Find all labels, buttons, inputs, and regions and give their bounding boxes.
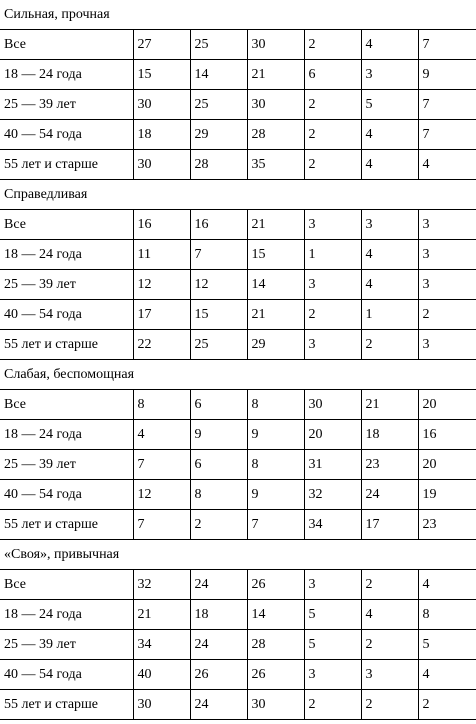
section-header-row [0,360,476,390]
value-cell: 4 [418,150,476,180]
row-label: 25 — 39 лет [0,450,133,480]
value-cell: 20 [418,450,476,480]
table-row [0,480,476,510]
value-cell: 4 [361,240,418,270]
value-cell: 34 [133,630,190,660]
value-cell: 4 [361,270,418,300]
value-cell: 2 [304,150,361,180]
value-cell: 2 [361,690,418,720]
value-cell: 20 [418,390,476,420]
value-cell: 2 [361,330,418,360]
value-cell: 5 [418,630,476,660]
table-row [0,150,476,180]
value-cell: 5 [304,600,361,630]
table-row [0,660,476,690]
value-cell: 3 [361,210,418,240]
value-cell: 4 [361,150,418,180]
row-label: Все [0,390,133,420]
table-row [0,240,476,270]
row-label: Все [0,570,133,600]
value-cell: 11 [133,240,190,270]
value-cell: 3 [304,210,361,240]
value-cell: 5 [304,630,361,660]
value-cell: 3 [418,210,476,240]
value-cell: 2 [304,120,361,150]
value-cell: 2 [418,300,476,330]
value-cell: 15 [247,240,304,270]
row-label: 40 — 54 года [0,300,133,330]
value-cell: 21 [247,300,304,330]
value-cell: 25 [190,330,247,360]
value-cell: 8 [190,480,247,510]
value-cell: 18 [133,120,190,150]
value-cell: 6 [190,390,247,420]
value-cell: 7 [418,30,476,60]
table-row [0,300,476,330]
value-cell: 29 [190,120,247,150]
section-header-row [0,540,476,570]
value-cell: 30 [133,150,190,180]
row-label: 55 лет и старше [0,150,133,180]
value-cell: 16 [418,420,476,450]
value-cell: 30 [304,390,361,420]
value-cell: 24 [361,480,418,510]
value-cell: 3 [304,660,361,690]
value-cell: 3 [304,330,361,360]
table-row [0,270,476,300]
value-cell: 26 [247,570,304,600]
value-cell: 8 [418,600,476,630]
value-cell: 2 [361,630,418,660]
value-cell: 2 [361,570,418,600]
value-cell: 21 [247,60,304,90]
value-cell: 5 [361,90,418,120]
value-cell: 2 [304,90,361,120]
value-cell: 6 [304,60,361,90]
value-cell: 15 [133,60,190,90]
value-cell: 21 [133,600,190,630]
value-cell: 7 [133,450,190,480]
row-label: 18 — 24 года [0,420,133,450]
value-cell: 3 [418,270,476,300]
row-label: 40 — 54 года [0,480,133,510]
value-cell: 30 [247,30,304,60]
table-row [0,90,476,120]
value-cell: 4 [361,30,418,60]
value-cell: 7 [190,240,247,270]
value-cell: 26 [190,660,247,690]
value-cell: 17 [133,300,190,330]
table-row [0,60,476,90]
section-header-row [0,0,476,30]
table-row [0,600,476,630]
table-row [0,420,476,450]
value-cell: 6 [190,450,247,480]
table-row [0,450,476,480]
value-cell: 9 [418,60,476,90]
row-label: 18 — 24 года [0,60,133,90]
value-cell: 21 [247,210,304,240]
value-cell: 7 [418,120,476,150]
row-label: 55 лет и старше [0,510,133,540]
value-cell: 35 [247,150,304,180]
table-row [0,30,476,60]
row-label: 25 — 39 лет [0,270,133,300]
value-cell: 3 [361,660,418,690]
value-cell: 4 [361,600,418,630]
value-cell: 14 [247,600,304,630]
value-cell: 25 [190,90,247,120]
value-cell: 14 [247,270,304,300]
row-label: 40 — 54 года [0,120,133,150]
value-cell: 24 [190,570,247,600]
value-cell: 3 [361,60,418,90]
value-cell: 23 [361,450,418,480]
value-cell: 4 [418,570,476,600]
table-row [0,570,476,600]
row-label: Все [0,210,133,240]
value-cell: 2 [304,300,361,330]
value-cell: 2 [304,30,361,60]
value-cell: 2 [304,690,361,720]
value-cell: 8 [133,390,190,420]
value-cell: 30 [247,90,304,120]
value-cell: 3 [304,270,361,300]
value-cell: 18 [190,600,247,630]
value-cell: 7 [418,90,476,120]
value-cell: 27 [133,30,190,60]
value-cell: 28 [247,120,304,150]
value-cell: 9 [190,420,247,450]
section-title: Сильная, прочная [0,0,476,30]
table-row [0,330,476,360]
value-cell: 32 [133,570,190,600]
value-cell: 21 [361,390,418,420]
value-cell: 2 [190,510,247,540]
value-cell: 24 [190,630,247,660]
row-label: 55 лет и старше [0,690,133,720]
value-cell: 32 [304,480,361,510]
value-cell: 30 [133,690,190,720]
row-label: Все [0,30,133,60]
value-cell: 3 [418,330,476,360]
value-cell: 18 [361,420,418,450]
row-label: 55 лет и старше [0,330,133,360]
value-cell: 30 [133,90,190,120]
section-header-row [0,180,476,210]
value-cell: 12 [190,270,247,300]
row-label: 25 — 39 лет [0,90,133,120]
value-cell: 7 [133,510,190,540]
value-cell: 12 [133,480,190,510]
value-cell: 16 [190,210,247,240]
value-cell: 12 [133,270,190,300]
table-row [0,390,476,420]
value-cell: 8 [247,450,304,480]
value-cell: 3 [418,240,476,270]
value-cell: 1 [304,240,361,270]
value-cell: 17 [361,510,418,540]
row-label: 18 — 24 года [0,600,133,630]
value-cell: 9 [247,480,304,510]
value-cell: 24 [190,690,247,720]
value-cell: 19 [418,480,476,510]
value-cell: 40 [133,660,190,690]
value-cell: 26 [247,660,304,690]
value-cell: 31 [304,450,361,480]
value-cell: 16 [133,210,190,240]
table-row [0,510,476,540]
row-label: 25 — 39 лет [0,630,133,660]
value-cell: 30 [247,690,304,720]
value-cell: 28 [247,630,304,660]
value-cell: 2 [418,690,476,720]
value-cell: 23 [418,510,476,540]
value-cell: 20 [304,420,361,450]
table-row [0,690,476,720]
value-cell: 29 [247,330,304,360]
section-title: Слабая, беспомощная [0,360,476,390]
value-cell: 9 [247,420,304,450]
value-cell: 4 [133,420,190,450]
section-title: Справедливая [0,180,476,210]
value-cell: 34 [304,510,361,540]
value-cell: 7 [247,510,304,540]
row-label: 18 — 24 года [0,240,133,270]
value-cell: 3 [304,570,361,600]
value-cell: 1 [361,300,418,330]
value-cell: 14 [190,60,247,90]
value-cell: 4 [361,120,418,150]
table-row [0,120,476,150]
table-row [0,630,476,660]
value-cell: 22 [133,330,190,360]
value-cell: 8 [247,390,304,420]
table-row [0,210,476,240]
value-cell: 4 [418,660,476,690]
section-title: «Своя», привычная [0,540,476,570]
row-label: 40 — 54 года [0,660,133,690]
value-cell: 25 [190,30,247,60]
value-cell: 28 [190,150,247,180]
value-cell: 15 [190,300,247,330]
